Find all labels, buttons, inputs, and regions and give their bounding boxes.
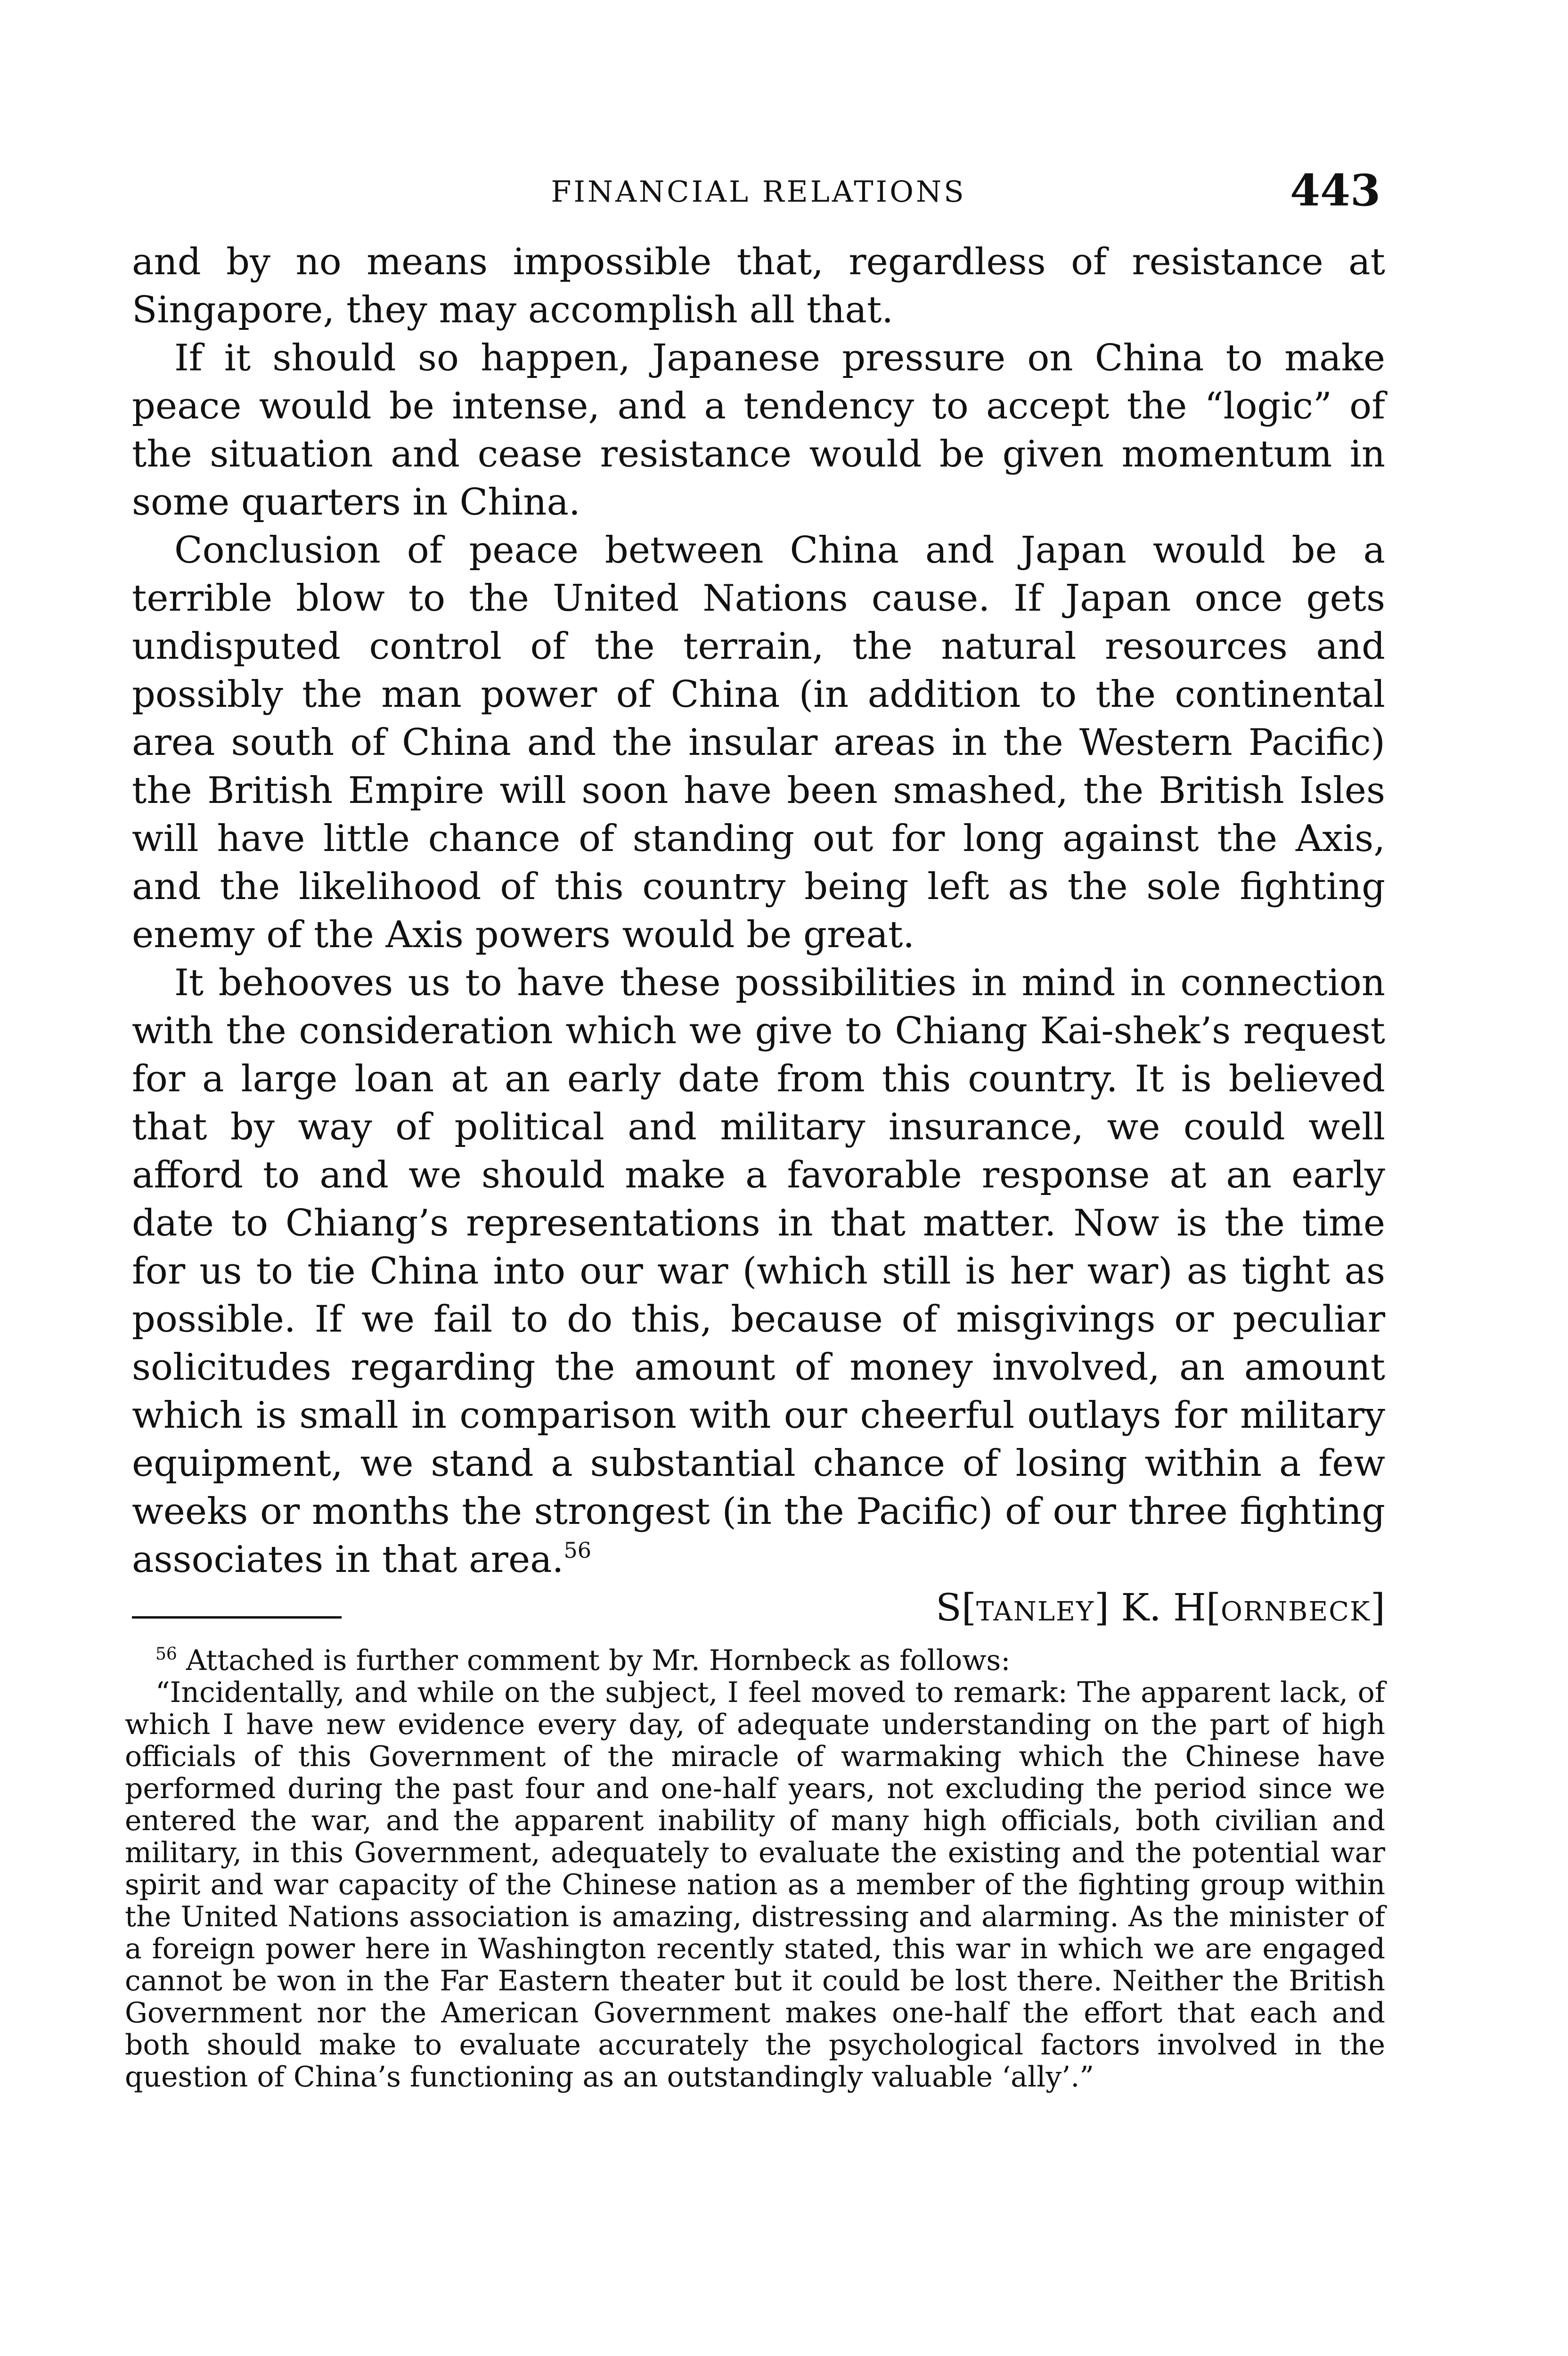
- paragraph-continued: and by no means impossible that, regardless of resistance at Singapore, they may accomplish all that.: [132, 241, 1385, 331]
- paragraph-loan-request: [132, 959, 1385, 1584]
- running-title: FINANCIAL RELATIONS: [551, 174, 966, 209]
- footnote-reference: 56: [564, 1538, 591, 1563]
- footnotes: [125, 1644, 1385, 2093]
- footnote-number: 56: [155, 1644, 177, 1664]
- footnote-quote: “Incidentally, and while on the subject, I feel moved to remark: The apparent lack, of which I have new evidence every day, of adequate understanding on the part of high officials of this Government of the miracle of warmaking which the Chinese have performed during the past four and one-half years, not excluding the period since we entered the war, and the apparent inability of many high officials, both civilian and military, in this Government, adequately to evaluate the existing and the potential war spirit and war capacity of the Chinese nation as a member of the fighting group within the United Nations association is amazing, distressing and alarming. As the minister of a foreign power here in Washington recently stated, this war in which we are engaged cannot be won in the Far Eastern theater but it could be lost there. Neither the British Government nor the American Government makes one-half the effort that each and both should make to evaluate accurately the psychological factors involved in the question of China’s functioning as an outstandingly valuable ‘ally’.”: [125, 1676, 1385, 2094]
- paragraph-japanese-pressure: If it should so happen, Japanese pressure on China to make peace would be intense, and a tendency to accept the “logic” of the situation and cease resistance would be given momentum in some quarters in China.: [132, 337, 1385, 524]
- page-number: 443: [1290, 165, 1380, 216]
- running-head: [132, 165, 1385, 216]
- signature: S[tanley] K. H[ornbeck]: [935, 1586, 1385, 1629]
- footnote-rule: [132, 1616, 342, 1619]
- paragraph-loan-request-text: It behooves us to have these possibilities in mind in connection with the consideration which we give to Chiang Kai-shek’s request for a large loan at an early date from this country. It is believed that by way of political and military insurance, we could well afford to and we should make a favorable response at an early date to Chiang’s representations in that matter. Now is the time for us to tie China into our war (which still is her war) as tight as possible. If we fail to do this, because of misgivings or peculiar solicitudes regarding the amount of money involved, an amount which is small in comparison with our cheerful outlays for military equipment, we stand a substantial chance of losing within a few weeks or months the strongest (in the Pacific) of our three fighting associates in that area.: [132, 962, 1385, 1581]
- paragraph-conclusion-of-peace: Conclusion of peace between China and Japan would be a terrible blow to the United Nations cause. If Japan once gets undisputed control of the terrain, the natural resources and possibly the man power of China (in addition to the continental area south of China and the insular areas in the Western Pacific) the British Empire will soon have been smashed, the British Isles will have little chance of standing out for long against the Axis, and the likelihood of this country being left as the sole fighting enemy of the Axis powers would be great.: [132, 529, 1385, 956]
- footnote-intro: $^{56}$ Attached is further comment by Mr. Hornbeck as follows:: [155, 1644, 1011, 1677]
- body-text: [132, 238, 1385, 1632]
